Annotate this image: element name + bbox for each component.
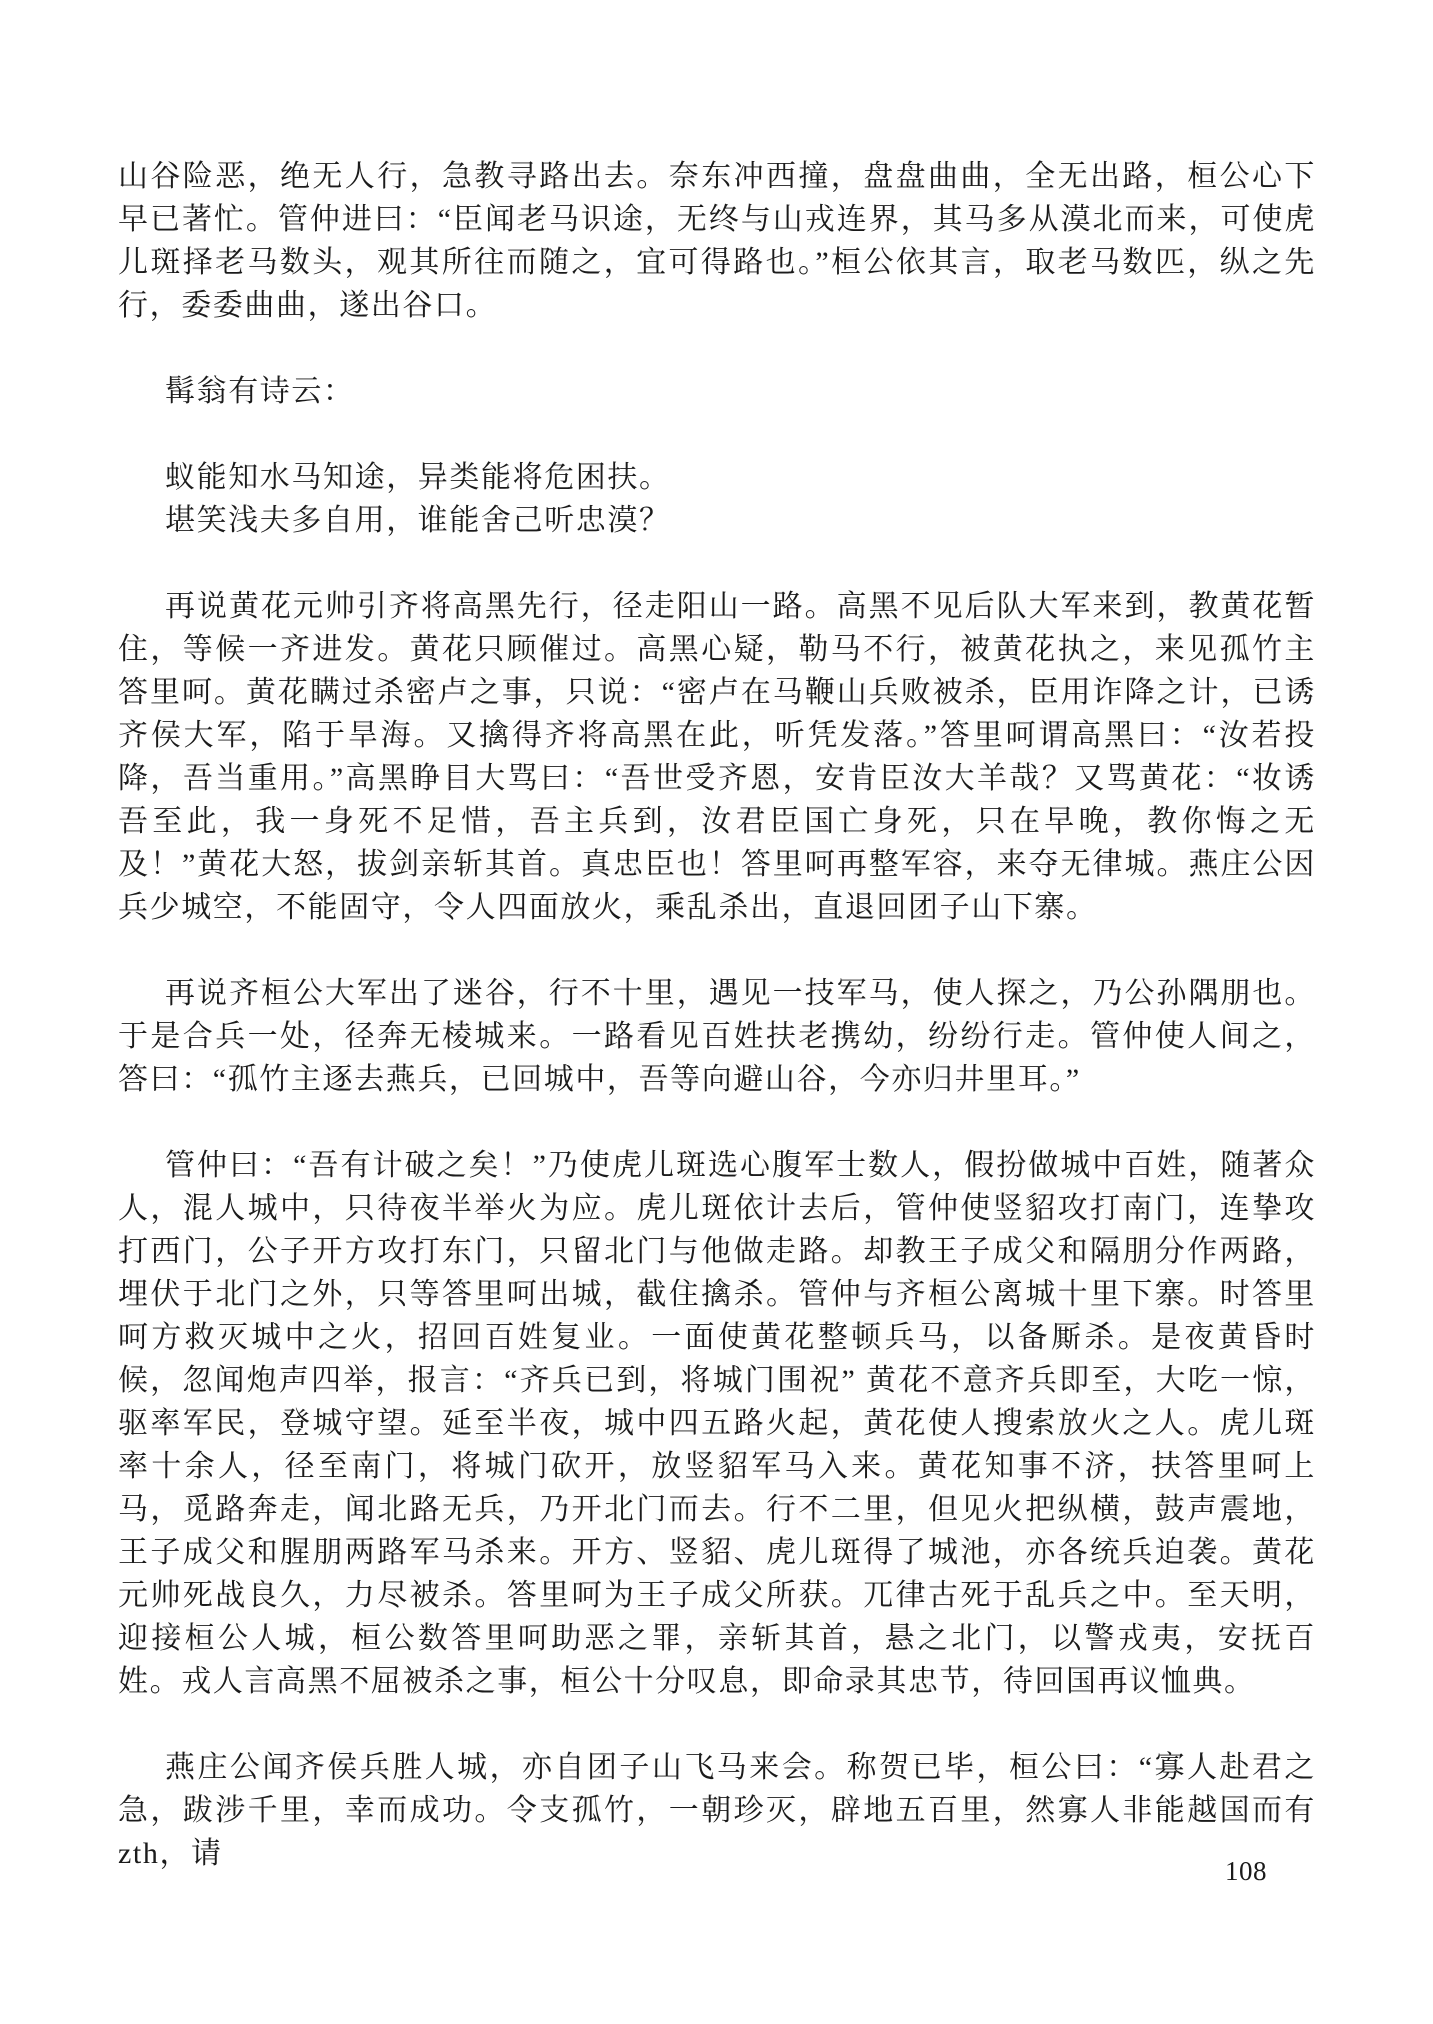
text-block bbox=[118, 155, 1316, 1875]
poem-intro-line: 髯翁有诗云： bbox=[165, 375, 355, 408]
paragraph-huanghua-gaohei: 再说黄花元帅引齐将高黑先行，径走阳山一路。高黑不见后队大军来到，教黄花暂住，等候一齐进发。黄花只顾催过。高黑心疑，勒马不行，被黄花执之，来见孤竹主答里呵。黄花瞒过杀密卢之事，只说：“密卢在马鞭山兵败被杀，臣用诈降之计，已诱齐侯大军，陷于旱海。又擒得齐将高黑在此，听凭发落。”答里呵谓高黑曰：“汝若投降，吾当重用。”高黑睁目大骂曰：“吾世受齐恩，安肯臣汝大羊哉？又骂黄花：“妆诱吾至此，我一身死不足惜，吾主兵到，汝君臣国亡身死，只在早晚，教你悔之无及！”黄花大怒，拔剑亲斩其首。真忠臣也！答里呵再整军容，来夺无律城。燕庄公因兵少城空，不能固守，令人四面放火，乘乱杀出，直退回团子山下寨。 bbox=[118, 590, 1316, 924]
paragraph-guanzhong-plan: 管仲曰：“吾有计破之矣！”乃使虎儿斑选心腹军士数人，假扮做城中百姓，随著众人，混人城中，只待夜半举火为应。虎儿斑依计去后，管仲使竖貂攻打南门，连挚攻打西门，公子开方攻打东门，只留北门与他做走路。却教王子成父和隔朋分作两路，埋伏于北门之外，只等答里呵出城，截住擒杀。管仲与齐桓公离城十里下寨。时答里呵方救灭城中之火，招回百姓复业。一面使黄花整顿兵马，以备厮杀。是夜黄昏时候，忽闻炮声四举，报言：“齐兵已到，将城门围祝” 黄花不意齐兵即至，大吃一惊，驱率军民，登城守望。延至半夜，城中四五路火起，黄花使人搜索放火之人。虎儿斑率十余人，径至南门，将城门砍开，放竖貂军马入来。黄花知事不济，扶答里呵上马，觅路奔走，闻北路无兵，乃开北门而去。行不二里，但见火把纵横，鼓声震地，王子成父和腥朋两路军马杀来。开方、竖貂、虎儿斑得了城池，亦各统兵迫袭。黄花元帅死战良久，力尽被杀。答里呵为王子成父所获。兀律古死于乱兵之中。至天明，迎接桓公人城，桓公数答里呵助恶之罪，亲斩其首，悬之北门，以警戎夷，安抚百姓。戎人言高黑不屈被杀之事，桓公十分叹息，即命录其忠节，待回国再议恤典。 bbox=[118, 1149, 1316, 1698]
page-number: 108 bbox=[1225, 1856, 1267, 1886]
poem-block bbox=[118, 456, 1316, 542]
paragraph-huangong-migu: 再说齐桓公大军出了迷谷，行不十里，遇见一技军马，使人探之，乃公孙隅朋也。于是合兵一处，径奔无棱城来。一路看见百姓扶老携幼，纷纷行走。管仲使人间之，答曰：“孤竹主逐去燕兵，已回城中，吾等向避山谷，今亦归井里耳。” bbox=[118, 977, 1316, 1096]
poem-line-2: 堪笑浅夫多自用，谁能舍己听忠漠？ bbox=[165, 504, 671, 537]
paragraph-yanzhuanggong: 燕庄公闻齐侯兵胜人城，亦自团子山飞马来会。称贺已毕，桓公曰：“寡人赴君之急，跋涉千里，幸而成功。令支孤竹，一朝珍灭，辟地五百里，然寡人非能越国而有 zth，请 bbox=[118, 1751, 1316, 1870]
paragraph-continuation: 山谷险恶，绝无人行，急教寻路出去。奈东冲西撞，盘盘曲曲，全无出路，桓公心下早已著忙。管仲进曰：“臣闻老马识途，无终与山戎连界，其马多从漠北而来，可使虎儿斑择老马数头，观其所往而随之，宜可得路也。”桓公依其言，取老马数匹，纵之先行，委委曲曲，遂出谷口。 bbox=[118, 160, 1316, 322]
poem-line-1: 蚁能知水马知途，异类能将危困扶。 bbox=[165, 461, 671, 494]
